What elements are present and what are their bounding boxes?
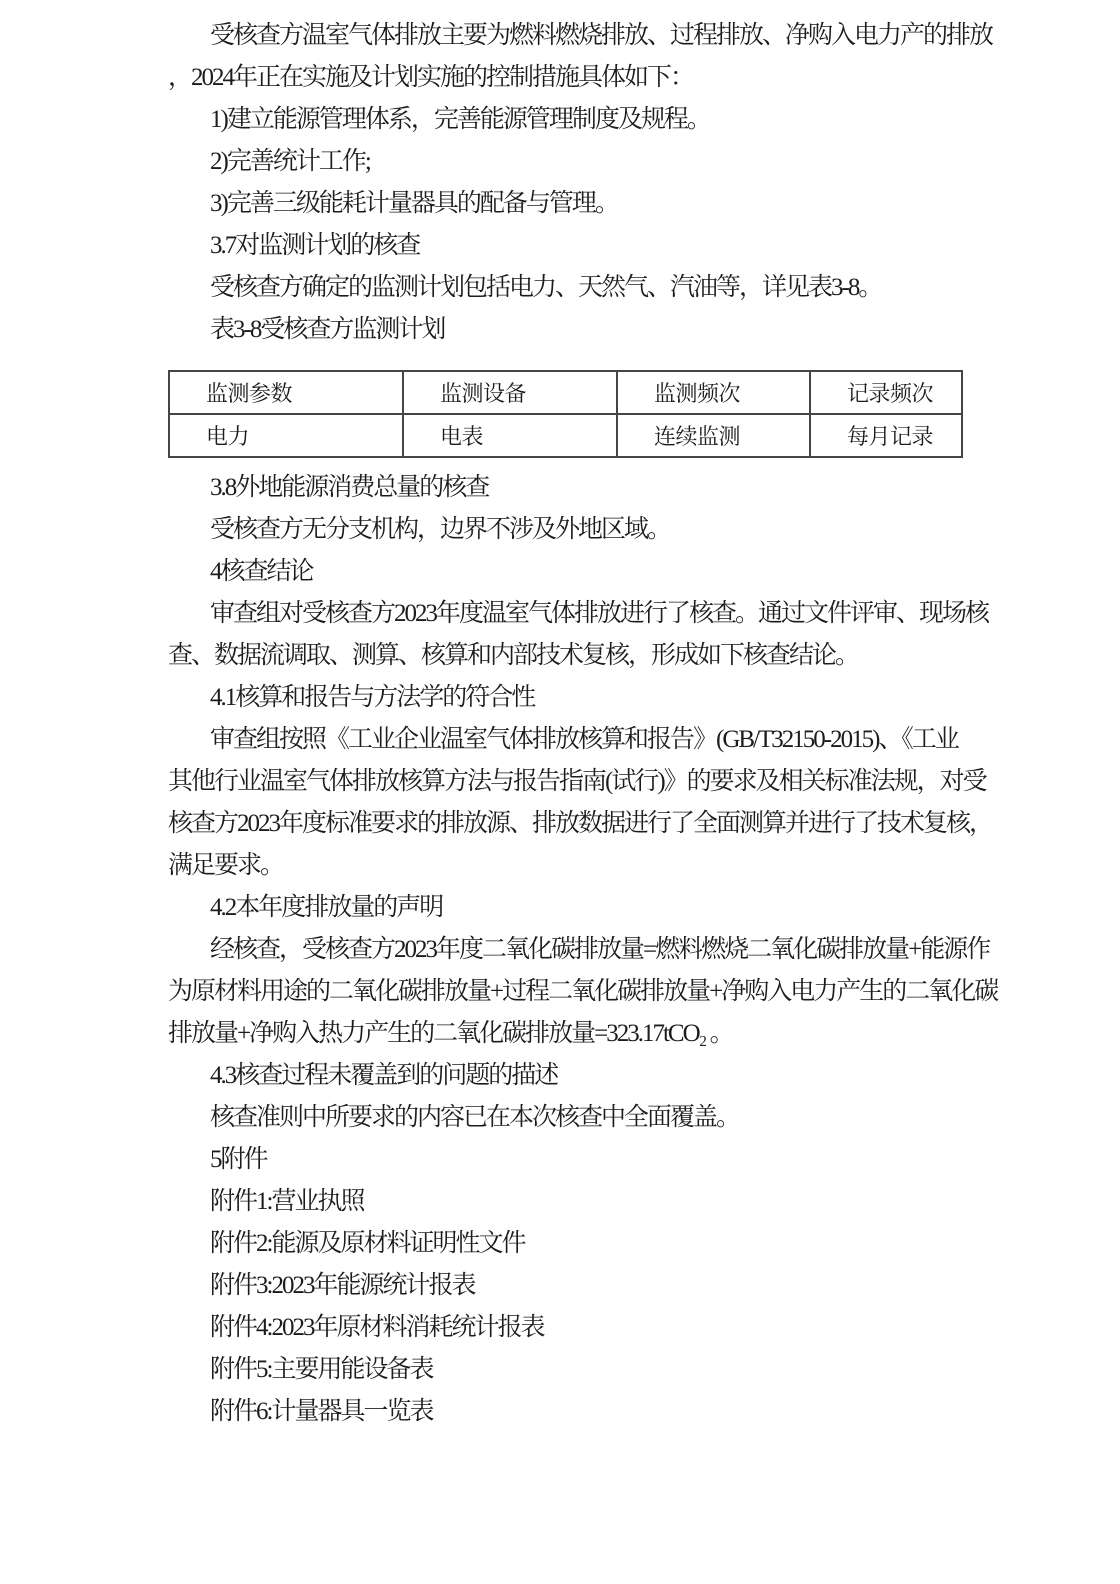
heading-3-7: 3.7对监测计划的核查 [210, 232, 420, 259]
attachment-item-5: 附件5:主要用能设备表 [210, 1356, 433, 1383]
body-line: 为原材料用途的二氧化碳排放量+过程二氧化碳排放量+净购入电力产生的二氧化碳 [168, 978, 998, 1005]
table-caption: 表3-8受核查方监测计划 [210, 316, 445, 343]
attachment-item-2: 附件2:能源及原材料证明性文件 [210, 1230, 525, 1257]
table-cell: 每月记录 [810, 414, 962, 457]
monitoring-plan-table [168, 370, 963, 458]
heading-3-8: 3.8外地能源消费总量的核查 [210, 474, 489, 501]
attachment-item-3: 附件3:2023年能源统计报表 [210, 1272, 475, 1299]
list-item-2: 2)完善统计工作; [210, 148, 370, 175]
table-header-cell: 监测频次 [617, 371, 810, 414]
attachment-item-6: 附件6:计量器具一览表 [210, 1398, 433, 1425]
body-line: 受核查方无分支机构，边界不涉及外地区域。 [210, 516, 671, 543]
body-line-emission-total: 排放量+净购入热力产生的二氧化碳排放量=323.17tCO₂ 。 [168, 1020, 733, 1047]
body-line: 经核查，受核查方2023年度二氧化碳排放量=燃料燃烧二氧化碳排放量+能源作 [210, 936, 990, 963]
table-row [169, 414, 962, 457]
table-header-cell: 监测参数 [169, 371, 403, 414]
body-line: ，2024年正在实施及计划实施的控制措施具体如下： [168, 64, 694, 91]
heading-5: 5附件 [210, 1146, 267, 1173]
heading-4-3: 4.3核查过程未覆盖到的问题的描述 [210, 1062, 558, 1089]
attachment-item-4: 附件4:2023年原材料消耗统计报表 [210, 1314, 544, 1341]
list-item-3: 3)完善三级能耗计量器具的配备与管理。 [210, 190, 618, 217]
body-line: 查、数据流调取、测算、核算和内部技术复核，形成如下核查结论。 [168, 642, 859, 669]
body-line: 审查组对受核查方2023年度温室气体排放进行了核查。通过文件评审、现场核 [210, 600, 989, 627]
list-item-1: 1)建立能源管理体系，完善能源管理制度及规程。 [210, 106, 710, 133]
body-line: 满足要求。 [168, 852, 284, 879]
table-cell: 电力 [169, 414, 403, 457]
body-line: 受核查方温室气体排放主要为燃料燃烧排放、过程排放、净购入电力产的排放 [210, 22, 993, 49]
table-header-cell: 监测设备 [403, 371, 617, 414]
document-page [168, 15, 1008, 1433]
body-line: 受核查方确定的监测计划包括电力、天然气、汽油等，详见表3-8。 [210, 274, 882, 301]
heading-4: 4核查结论 [210, 558, 313, 585]
heading-4-2: 4.2本年度排放量的声明 [210, 894, 443, 921]
attachment-item-1: 附件1:营业执照 [210, 1188, 364, 1215]
table-cell: 电表 [403, 414, 617, 457]
table-header-cell: 记录频次 [810, 371, 962, 414]
body-line: 核查方2023年度标准要求的排放源、排放数据进行了全面测算并进行了技术复核， [168, 810, 993, 837]
table-header-row [169, 371, 962, 414]
body-line: 其他行业温室气体排放核算方法与报告指南(试行)》的要求及相关标准法规，对受 [168, 768, 986, 795]
body-line: 审查组按照《工业企业温室气体排放核算和报告》(GB/T32150-2015)、《工业 [210, 726, 958, 753]
body-line: 核查准则中所要求的内容已在本次核查中全面覆盖。 [210, 1104, 740, 1131]
heading-4-1: 4.1核算和报告与方法学的符合性 [210, 684, 535, 711]
table-cell: 连续监测 [617, 414, 810, 457]
